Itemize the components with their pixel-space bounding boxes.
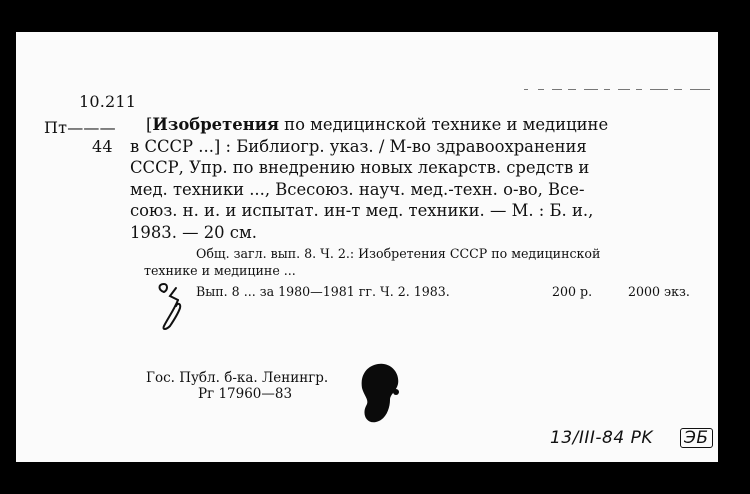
handwritten-date-note: 13/III-84 PK: [550, 428, 653, 448]
issue-price: 200 р.: [552, 284, 593, 299]
entry-line-1: [Изобретения по медицинской технике и медицине: [146, 115, 609, 134]
issue-details: Вып. 8 ... за 1980—1981 гг. Ч. 2. 1983.: [196, 284, 450, 299]
title-bold: Изобретения: [152, 115, 279, 134]
author-mark: Пт———: [44, 118, 116, 137]
library-name: Гос. Публ. б-ка. Ленингр.: [146, 370, 329, 386]
copy-number: 44: [92, 137, 113, 156]
entry-line-5: союз. н. и. и испытат. ин-т мед. техники. — М. : Б. и.,: [130, 201, 594, 220]
faint-print-marks: [524, 88, 714, 92]
library-code: Рг 17960—83: [198, 386, 293, 402]
entry-line-2: в СССР ...] : Библиогр. указ. / М-во здравоохранения: [130, 136, 587, 156]
ink-stamp: [356, 362, 404, 424]
catalog-card: [16, 32, 718, 462]
pen-mark: [154, 280, 194, 332]
note-line-1: Общ. загл. вып. 8. Ч. 2.: Изобретения СССР по медицинской: [196, 246, 601, 261]
entry-line-6: 1983. — 20 см.: [130, 222, 257, 242]
class-number: 10.211: [79, 92, 137, 111]
note-line-2: технике и медицине ...: [144, 263, 296, 278]
entry-line-3: СССР, Упр. по внедрению новых лекарств. средств и: [130, 158, 590, 177]
entry-line-4: мед. техники ..., Всесоюз. науч. мед.-техн. о-во, Все-: [130, 179, 585, 199]
handwritten-initials: ЭБ: [680, 428, 713, 448]
bibliographic-entry: [130, 114, 711, 243]
issue-copies: 2000 экз.: [628, 284, 690, 299]
